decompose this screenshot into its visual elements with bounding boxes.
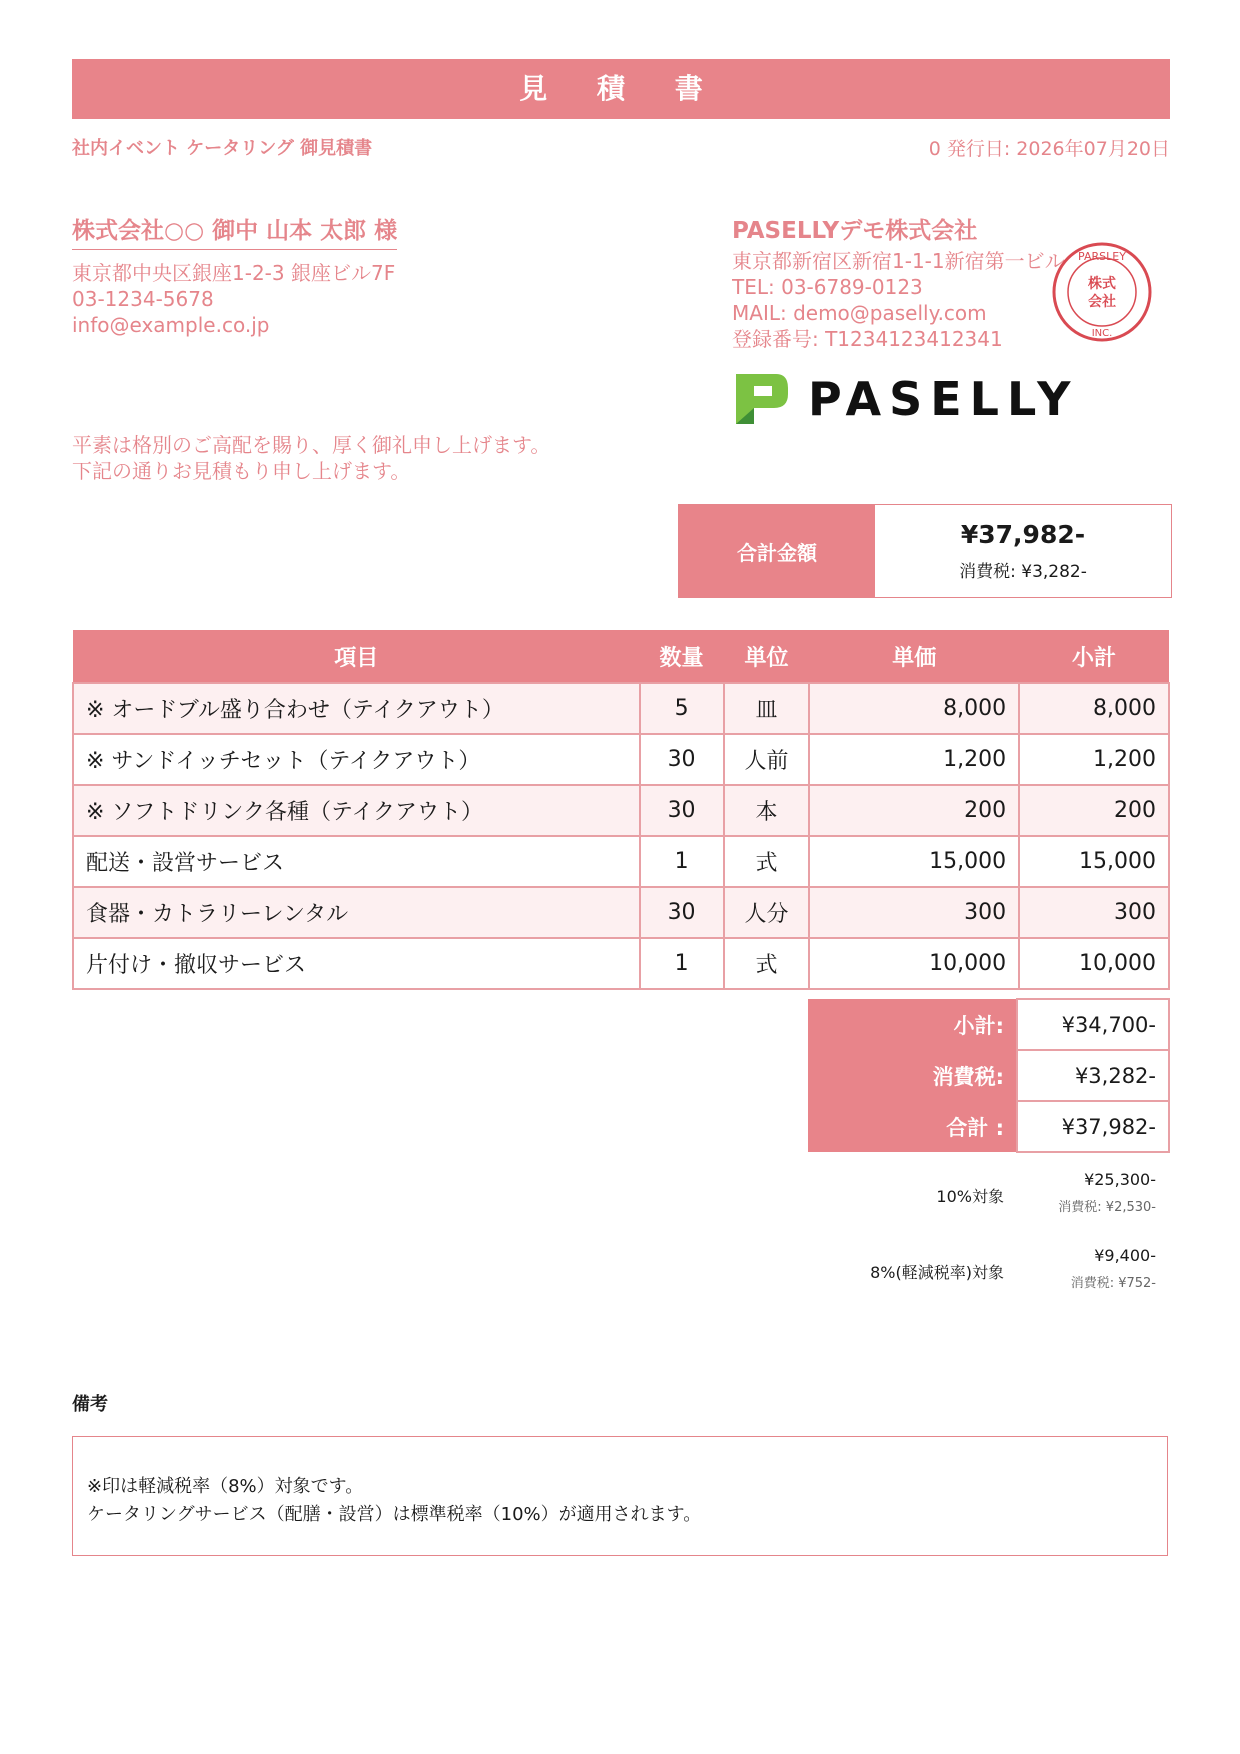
header-price: 単価 bbox=[809, 630, 1019, 683]
tax-breakdown-8 bbox=[808, 1246, 1170, 1306]
table-row bbox=[73, 836, 1169, 887]
greeting-line: 下記の通りお見積もり申し上げます。 bbox=[72, 459, 411, 483]
tax-rate-tax: 消費税: ¥752- bbox=[1070, 1276, 1156, 1291]
summary-table bbox=[808, 998, 1170, 1153]
company-name: PASELLYデモ株式会社 bbox=[732, 218, 978, 244]
table-row bbox=[73, 683, 1169, 734]
item-name: 配送・設営サービス bbox=[73, 836, 640, 887]
item-subtotal: 200 bbox=[1019, 785, 1169, 836]
item-qty: 5 bbox=[640, 683, 724, 734]
item-unit: 式 bbox=[724, 938, 810, 989]
total-tax: 消費税: ¥3,282- bbox=[959, 562, 1087, 582]
item-subtotal: 15,000 bbox=[1019, 836, 1169, 887]
item-qty: 30 bbox=[640, 785, 724, 836]
summary-tax-label: 消費税: bbox=[808, 1050, 1017, 1101]
header-subtotal: 小計 bbox=[1019, 630, 1169, 683]
notes-line: ※印は軽減税率（8%）対象です。 bbox=[87, 1476, 364, 1497]
table-row bbox=[73, 734, 1169, 785]
item-subtotal: 300 bbox=[1019, 887, 1169, 938]
table-row bbox=[73, 887, 1169, 938]
summary-subtotal-label: 小計: bbox=[808, 999, 1017, 1050]
svg-text:INC.: INC. bbox=[1091, 328, 1113, 339]
greeting-line: 平素は格別のご高配を賜り、厚く御礼申し上げます。 bbox=[72, 433, 551, 457]
logo-wordmark: PASELLY bbox=[808, 372, 1079, 426]
item-name: ※ サンドイッチセット（テイクアウト） bbox=[73, 734, 640, 785]
company-logo bbox=[732, 368, 1079, 430]
header-item: 項目 bbox=[73, 630, 640, 683]
header-qty: 数量 bbox=[640, 630, 724, 683]
client-info bbox=[72, 260, 395, 338]
item-subtotal: 1,200 bbox=[1019, 734, 1169, 785]
greeting bbox=[72, 432, 550, 484]
summary-row bbox=[808, 999, 1169, 1050]
item-qty: 30 bbox=[640, 887, 724, 938]
company-mail: MAIL: demo@paselly.com bbox=[732, 301, 987, 325]
summary-subtotal-value: ¥34,700- bbox=[1017, 999, 1169, 1050]
item-subtotal: 10,000 bbox=[1019, 938, 1169, 989]
summary-total-value: ¥37,982- bbox=[1017, 1101, 1169, 1152]
tax-rate-label: 8%(軽減税率)対象 bbox=[870, 1263, 1004, 1282]
header-unit: 単位 bbox=[724, 630, 810, 683]
company-address: 東京都新宿区新宿1-1-1新宿第一ビル bbox=[732, 249, 1065, 273]
document-subject: 社内イベント ケータリング 御見積書 bbox=[72, 138, 373, 159]
notes-line: ケータリングサービス（配膳・設営）は標準税率（10%）が適用されます。 bbox=[87, 1504, 702, 1525]
item-subtotal: 8,000 bbox=[1019, 683, 1169, 734]
item-price: 10,000 bbox=[809, 938, 1019, 989]
client-email: info@example.co.jp bbox=[72, 313, 270, 337]
item-price: 300 bbox=[809, 887, 1019, 938]
item-qty: 1 bbox=[640, 836, 724, 887]
item-price: 200 bbox=[809, 785, 1019, 836]
company-info bbox=[732, 248, 1102, 352]
paselly-logo-icon bbox=[732, 368, 792, 428]
tax-rate-amount: ¥9,400- bbox=[1094, 1246, 1156, 1265]
tax-rate-label: 10%対象 bbox=[936, 1187, 1004, 1206]
total-amount-box bbox=[678, 504, 1172, 598]
document-title: 見 積 書 bbox=[72, 59, 1170, 119]
tax-breakdown-10 bbox=[808, 1170, 1170, 1230]
summary-row bbox=[808, 1101, 1169, 1152]
total-amount-label: 合計金額 bbox=[679, 505, 875, 597]
item-qty: 1 bbox=[640, 938, 724, 989]
tax-rate-tax: 消費税: ¥2,530- bbox=[1058, 1200, 1156, 1215]
table-header-row bbox=[73, 630, 1169, 683]
svg-text:会社: 会社 bbox=[1088, 294, 1116, 310]
total-amount: ¥37,982- bbox=[960, 520, 1086, 549]
line-items-table bbox=[72, 630, 1170, 990]
summary-tax-value: ¥3,282- bbox=[1017, 1050, 1169, 1101]
item-name: ※ ソフトドリンク各種（テイクアウト） bbox=[73, 785, 640, 836]
client-name: 株式会社○○ 御中 山本 太郎 様 bbox=[72, 212, 397, 250]
item-name: ※ オードブル盛り合わせ（テイクアウト） bbox=[73, 683, 640, 734]
item-unit: 式 bbox=[724, 836, 810, 887]
item-price: 8,000 bbox=[809, 683, 1019, 734]
item-unit: 本 bbox=[724, 785, 810, 836]
company-seal-icon bbox=[1050, 240, 1154, 344]
company-registration: 登録番号: T1234123412341 bbox=[732, 327, 1003, 351]
issue-date: 0 発行日: 2026年07月20日 bbox=[928, 138, 1170, 160]
item-name: 食器・カトラリーレンタル bbox=[73, 887, 640, 938]
notes-box bbox=[72, 1436, 1168, 1556]
tax-rate-amount: ¥25,300- bbox=[1084, 1170, 1156, 1189]
item-price: 1,200 bbox=[809, 734, 1019, 785]
svg-text:株式: 株式 bbox=[1088, 276, 1116, 292]
item-qty: 30 bbox=[640, 734, 724, 785]
total-amount-value-area bbox=[875, 505, 1171, 597]
item-price: 15,000 bbox=[809, 836, 1019, 887]
summary-row bbox=[808, 1050, 1169, 1101]
item-unit: 人前 bbox=[724, 734, 810, 785]
company-tel: TEL: 03-6789-0123 bbox=[732, 275, 923, 299]
item-unit: 人分 bbox=[724, 887, 810, 938]
table-row bbox=[73, 785, 1169, 836]
summary-total-label: 合計 : bbox=[808, 1101, 1017, 1152]
table-row bbox=[73, 938, 1169, 989]
client-address: 東京都中央区銀座1-2-3 銀座ビル7F bbox=[72, 261, 396, 285]
item-unit: 皿 bbox=[724, 683, 810, 734]
svg-text:PARSLEY: PARSLEY bbox=[1078, 250, 1126, 263]
client-tel: 03-1234-5678 bbox=[72, 287, 214, 311]
notes-title: 備考 bbox=[72, 1394, 108, 1415]
item-name: 片付け・撤収サービス bbox=[73, 938, 640, 989]
